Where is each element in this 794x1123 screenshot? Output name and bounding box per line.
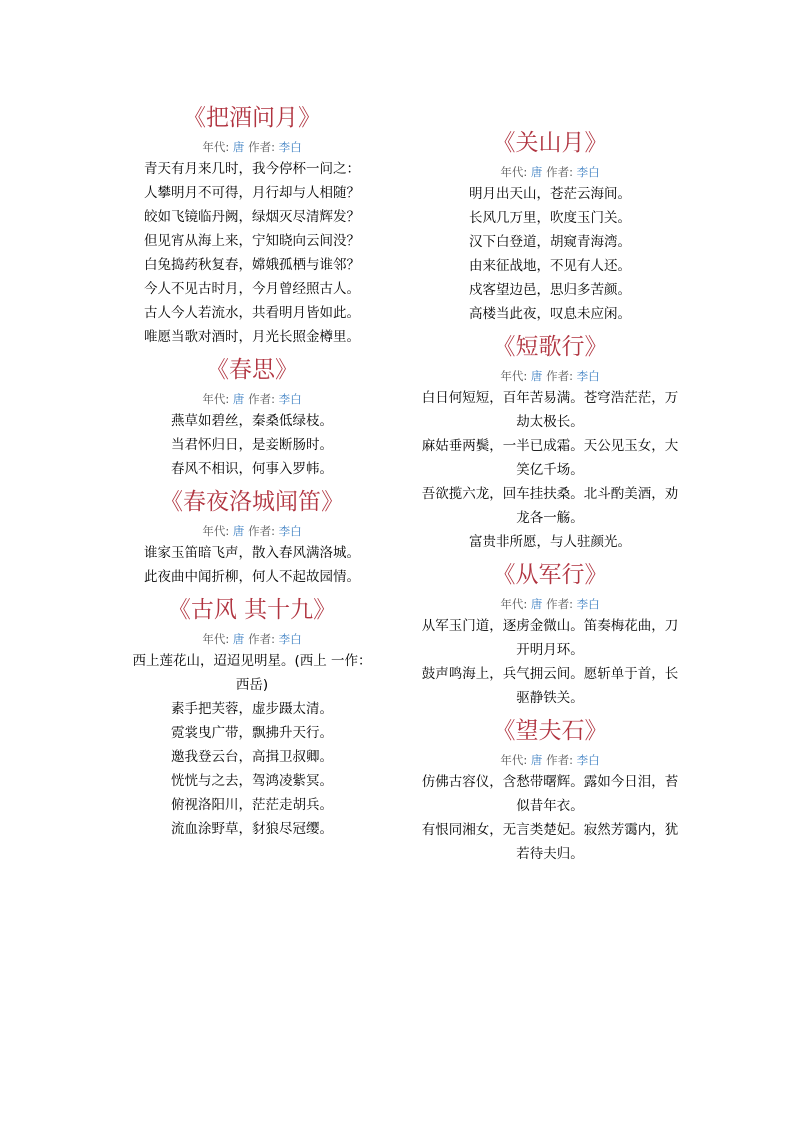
poem-line: 劫太极长。 bbox=[516, 414, 584, 430]
poem-line: 白兔捣药秋复春，嫦娥孤栖与谁邻？ bbox=[144, 257, 360, 273]
poem-line: 西岳) bbox=[235, 677, 269, 693]
poem-line: 古人今人若流水，共看明月皆如此。 bbox=[144, 305, 360, 321]
poem-line: 笑亿千场。 bbox=[516, 462, 584, 478]
poem-meta bbox=[107, 630, 397, 648]
poem-line: 此夜曲中闻折柳，何人不起故园情。 bbox=[144, 569, 360, 585]
poem-line: 春风不相识，何事入罗帏。 bbox=[171, 461, 333, 477]
poem-line: 麻姑垂两鬓，一半已成霜。天公见玉女，大 bbox=[421, 438, 679, 454]
poem-line: 今人不见古时月，今月曾经照古人。 bbox=[144, 281, 360, 297]
author-link[interactable]: 李白 bbox=[576, 369, 600, 383]
author-link[interactable]: 李白 bbox=[278, 392, 302, 406]
era-link[interactable]: 唐 bbox=[530, 597, 543, 611]
era-link[interactable]: 唐 bbox=[232, 392, 245, 406]
era-label: 年代: bbox=[500, 597, 528, 611]
poem-line: 仿佛古容仪，含愁带曙辉。露如今日泪，苔 bbox=[421, 774, 679, 790]
era-label: 年代: bbox=[202, 392, 230, 406]
poem-line: 西上莲花山，迢迢见明星。(西上 一作： bbox=[132, 653, 372, 669]
poem-line: 恍恍与之去，驾鸿凌紫冥。 bbox=[171, 773, 333, 789]
poem-meta bbox=[405, 751, 695, 769]
poem-meta bbox=[405, 163, 695, 181]
author-label: 作者: bbox=[546, 369, 573, 383]
poem-line: 人攀明月不可得，月行却与人相随？ bbox=[144, 185, 360, 201]
poem-line: 由来征战地，不见有人还。 bbox=[469, 258, 631, 274]
author-label: 作者: bbox=[546, 165, 573, 179]
left-column bbox=[107, 100, 397, 844]
era-label: 年代: bbox=[202, 524, 230, 538]
poem-title: 《春夜洛城闻笛》 bbox=[160, 489, 344, 515]
right-column bbox=[405, 125, 695, 869]
author-link[interactable]: 李白 bbox=[576, 753, 600, 767]
poem-title: 《古风 其十九》 bbox=[167, 597, 337, 623]
poem-title: 《关山月》 bbox=[492, 130, 608, 156]
poem-block bbox=[107, 592, 397, 841]
era-link[interactable]: 唐 bbox=[530, 753, 543, 767]
poem-block bbox=[405, 125, 695, 326]
poem-block bbox=[405, 557, 695, 710]
poem-block bbox=[405, 329, 695, 554]
poem-line: 从军玉门道，逐虏金微山。笛奏梅花曲，刀 bbox=[421, 618, 679, 634]
poem-line: 似昔年衣。 bbox=[516, 798, 584, 814]
poem-block bbox=[107, 352, 397, 481]
poem-meta bbox=[107, 138, 397, 156]
poem-line: 明月出天山，苍茫云海间。 bbox=[469, 186, 631, 202]
author-label: 作者: bbox=[248, 140, 275, 154]
poem-line: 俯视洛阳川，茫茫走胡兵。 bbox=[171, 797, 333, 813]
poem-line: 长风几万里，吹度玉门关。 bbox=[469, 210, 631, 226]
poem-meta bbox=[405, 595, 695, 613]
poem-line: 唯愿当歌对酒时，月光长照金樽里。 bbox=[144, 329, 360, 345]
poem-title: 《从军行》 bbox=[492, 562, 608, 588]
era-label: 年代: bbox=[202, 140, 230, 154]
poem-title: 《短歌行》 bbox=[492, 334, 608, 360]
poem-meta bbox=[107, 522, 397, 540]
author-link[interactable]: 李白 bbox=[278, 140, 302, 154]
poem-line: 开明月环。 bbox=[516, 642, 584, 658]
author-link[interactable]: 李白 bbox=[278, 524, 302, 538]
author-link[interactable]: 李白 bbox=[576, 165, 600, 179]
poem-block bbox=[405, 713, 695, 866]
poem-line: 龙各一觞。 bbox=[516, 510, 584, 526]
author-label: 作者: bbox=[248, 632, 275, 646]
era-label: 年代: bbox=[500, 369, 528, 383]
poem-line: 白日何短短，百年苦易满。苍穹浩茫茫，万 bbox=[421, 390, 679, 406]
poem-line: 邀我登云台，高揖卫叔卿。 bbox=[171, 749, 333, 765]
poem-line: 素手把芙蓉，虚步蹑太清。 bbox=[171, 701, 333, 717]
era-label: 年代: bbox=[202, 632, 230, 646]
poem-line: 驱静铁关。 bbox=[516, 690, 584, 706]
poem-meta bbox=[405, 367, 695, 385]
poem-meta bbox=[107, 390, 397, 408]
poem-line: 戍客望边邑，思归多苦颜。 bbox=[469, 282, 631, 298]
poem-line: 谁家玉笛暗飞声，散入春风满洛城。 bbox=[144, 545, 360, 561]
poem-line: 鼓声鸣海上，兵气拥云间。愿斩单于首，长 bbox=[421, 666, 679, 682]
author-label: 作者: bbox=[248, 524, 275, 538]
poem-block bbox=[107, 484, 397, 589]
poem-line: 当君怀归日，是妾断肠时。 bbox=[171, 437, 333, 453]
era-label: 年代: bbox=[500, 753, 528, 767]
poem-line: 汉下白登道，胡窥青海湾。 bbox=[469, 234, 631, 250]
poem-line: 霓裳曳广带，飘拂升天行。 bbox=[171, 725, 333, 741]
poem-title: 《望夫石》 bbox=[492, 718, 608, 744]
poem-title: 《春思》 bbox=[206, 357, 298, 383]
era-link[interactable]: 唐 bbox=[530, 369, 543, 383]
poem-line: 但见宵从海上来，宁知晓向云间没？ bbox=[144, 233, 360, 249]
era-link[interactable]: 唐 bbox=[232, 140, 245, 154]
author-link[interactable]: 李白 bbox=[278, 632, 302, 646]
author-label: 作者: bbox=[546, 753, 573, 767]
poem-line: 若待夫归。 bbox=[516, 846, 584, 862]
poem-line: 青天有月来几时，我今停杯一问之： bbox=[144, 161, 360, 177]
poem-block bbox=[107, 100, 397, 349]
poem-line: 流血涂野草，豺狼尽冠缨。 bbox=[171, 821, 333, 837]
era-link[interactable]: 唐 bbox=[232, 524, 245, 538]
era-link[interactable]: 唐 bbox=[232, 632, 245, 646]
era-label: 年代: bbox=[500, 165, 528, 179]
author-label: 作者: bbox=[248, 392, 275, 406]
poem-line: 高楼当此夜，叹息未应闲。 bbox=[469, 306, 631, 322]
poem-line: 有恨同湘女，无言类楚妃。寂然芳霭内，犹 bbox=[421, 822, 679, 838]
poem-line: 燕草如碧丝，秦桑低绿枝。 bbox=[171, 413, 333, 429]
author-label: 作者: bbox=[546, 597, 573, 611]
poem-title: 《把酒问月》 bbox=[183, 105, 321, 131]
author-link[interactable]: 李白 bbox=[576, 597, 600, 611]
poem-line: 富贵非所愿，与人驻颜光。 bbox=[469, 534, 631, 550]
era-link[interactable]: 唐 bbox=[530, 165, 543, 179]
poem-line: 吾欲揽六龙，回车挂扶桑。北斗酌美酒，劝 bbox=[421, 486, 679, 502]
poem-line: 皎如飞镜临丹阙，绿烟灭尽清辉发？ bbox=[144, 209, 360, 225]
